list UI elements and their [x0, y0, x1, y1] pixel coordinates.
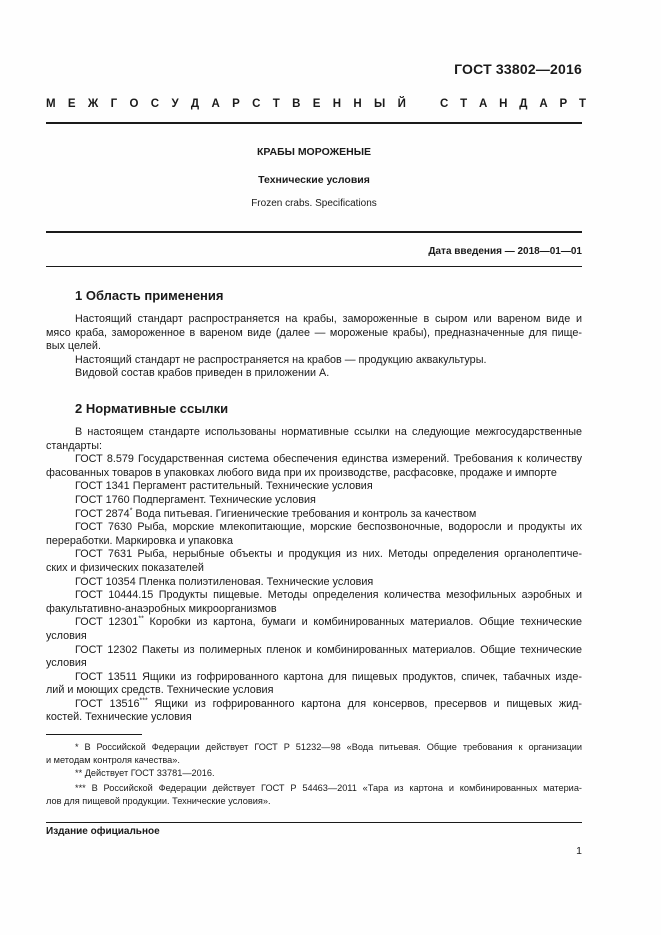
letter: Ы — [374, 98, 386, 110]
reference-gost-1341: ГОСТ 1341 Пергамент растительный. Технические условия — [75, 480, 373, 493]
footer-rule — [46, 822, 582, 823]
letter: Н — [353, 98, 362, 110]
section-1 — [46, 288, 582, 381]
letter: А — [211, 98, 220, 110]
letter: О — [129, 98, 139, 110]
letter: Ж — [87, 98, 99, 110]
footnote-line: и методам контроля качества». — [46, 754, 180, 765]
letter: Т — [272, 98, 280, 110]
reference-code: ГОСТ 2874 — [75, 507, 130, 520]
reference-text: Ящики из гофрированного картона для консервов, пресервов и пищевых жид- — [147, 697, 582, 710]
gost-number: ГОСТ 33802—2016 — [454, 61, 582, 77]
reference-line: костей. Технические условия — [46, 711, 192, 724]
footnote-line: ** Действует ГОСТ 33781—2016. — [75, 768, 215, 778]
reference-line: условия — [46, 629, 87, 642]
reference-line: фасованных товаров в упаковках любого вида при их производстве, расфасовке, продаже и импорте — [46, 466, 557, 479]
reference-line: факультативно-анаэробных микроорганизмов — [46, 602, 277, 615]
page-number: 1 — [576, 845, 582, 857]
reference-gost-2874 — [46, 508, 582, 522]
document-title-english: Frozen crabs. Specifications — [251, 198, 377, 209]
reference-code: ГОСТ 12301 — [75, 616, 139, 629]
letter: В — [292, 98, 301, 110]
reference-text: Коробки из картона, бумаги и комбинированных материалов. Общие технические — [143, 616, 582, 629]
letter: М — [46, 98, 56, 110]
footnote-mark: ** — [138, 615, 144, 623]
document-title: КРАБЫ МОРОЖЕНЫЕ — [257, 146, 371, 158]
paragraph-line: Настоящий стандарт не распространяется на крабов — продукцию аквакультуры. — [75, 353, 487, 366]
standard-type-word-standard — [440, 98, 586, 110]
official-edition-label: Издание официальное — [46, 826, 160, 837]
reference-code: ГОСТ 13516 — [75, 697, 140, 710]
reference-line: ских и физических показателей — [46, 561, 204, 574]
header-rule — [46, 122, 582, 124]
letter: Е — [67, 98, 76, 110]
letter: Н — [499, 98, 508, 110]
letter: Д — [190, 98, 200, 110]
letter: Й — [397, 98, 406, 110]
reference-gost-12302: ГОСТ 12302 Пакеты из полимерных пленок и комбинированных материалов. Общие технические — [75, 643, 582, 656]
letter: У — [171, 98, 179, 110]
date-rule — [46, 266, 582, 267]
paragraph-line: стандарты: — [46, 439, 102, 452]
reference-gost-7631: ГОСТ 7631 Рыба, нерыбные объекты и продукция из них. Методы определения органолептиче- — [75, 548, 582, 561]
reference-gost-12301 — [46, 616, 582, 630]
reference-gost-7630: ГОСТ 7630 Рыба, морские млекопитающие, морские беспозвоночные, водоросли и продукты их — [75, 521, 582, 534]
section-2-heading: 2 Нормативные ссылки — [75, 401, 229, 416]
section-2 — [46, 401, 582, 725]
footnote-mark: *** — [139, 697, 148, 705]
footnote-line: *** В Российской Федерации действует ГОСТ Р 54463—2011 «Тара из картона и комбинированных материа- — [75, 783, 582, 793]
reference-text: Вода питьевая. Гигиенические требования и контроль за качеством — [132, 507, 477, 520]
footnote-2 — [46, 767, 582, 780]
reference-gost-1760: ГОСТ 1760 Подпергамент. Технические условия — [75, 493, 316, 506]
letter: Р — [559, 98, 568, 110]
reference-gost-8-579: ГОСТ 8.579 Государственная система обеспечения единства измерений. Требования к количеству — [75, 453, 582, 466]
letter: А — [479, 98, 488, 110]
reference-gost-10354: ГОСТ 10354 Пленка полиэтиленовая. Технические условия — [75, 575, 374, 588]
reference-line: условия — [46, 657, 87, 670]
letter: А — [539, 98, 548, 110]
reference-line: лий и моющих средств. Технические условия — [46, 684, 274, 697]
document-subtitle: Технические условия — [258, 174, 370, 186]
introduction-date: Дата введения — 2018—01—01 — [428, 246, 582, 257]
footnote-3 — [46, 782, 582, 807]
section-1-heading: 1 Область применения — [75, 288, 224, 303]
footnote-1 — [46, 741, 582, 766]
letter: С — [150, 98, 160, 110]
title-rule — [46, 231, 582, 233]
letter: Г — [110, 98, 118, 110]
reference-gost-13511: ГОСТ 13511 Ящики из гофрированного картона для пищевых продуктов, спичек, табачных изде- — [75, 670, 582, 683]
footnote-line: * В Российской Федерации действует ГОСТ Р 51232—98 «Вода питьевая. Общие требования к организации — [75, 742, 582, 752]
reference-line: переработки. Маркировка и упаковка — [46, 534, 233, 547]
paragraph-line: вых целей. — [46, 340, 101, 353]
reference-gost-10444-15: ГОСТ 10444.15 Продукты пищевые. Методы определения количества мезофильных аэробных и — [75, 589, 582, 602]
letter: С — [440, 98, 449, 110]
paragraph-line: Настоящий стандарт распространяется на крабы, замороженные в сыром или вареном виде и — [75, 313, 582, 325]
letter: Д — [519, 98, 528, 110]
letter: Р — [232, 98, 240, 110]
reference-gost-13516 — [46, 698, 582, 712]
paragraph-line: мясо краба, замороженное в вареном виде (далее — мороженые крабы), предназначенные для пище- — [46, 326, 582, 339]
paragraph-line: Видовой состав крабов приведен в приложении А. — [75, 367, 330, 380]
letter: Т — [460, 98, 468, 110]
paragraph-line: В настоящем стандарте использованы нормативные ссылки на следующие межгосударственные — [75, 426, 582, 438]
footnote-line: лов для пищевой продукции. Технические условия». — [46, 795, 271, 806]
letter: Т — [578, 98, 586, 110]
letter: Е — [312, 98, 321, 110]
standard-type-banner — [46, 98, 586, 110]
standard-type-word-interstate — [46, 98, 406, 110]
letter: С — [252, 98, 261, 110]
footnote-mark: * — [129, 506, 133, 514]
letter: Н — [332, 98, 342, 110]
footnote-separator — [46, 734, 142, 735]
